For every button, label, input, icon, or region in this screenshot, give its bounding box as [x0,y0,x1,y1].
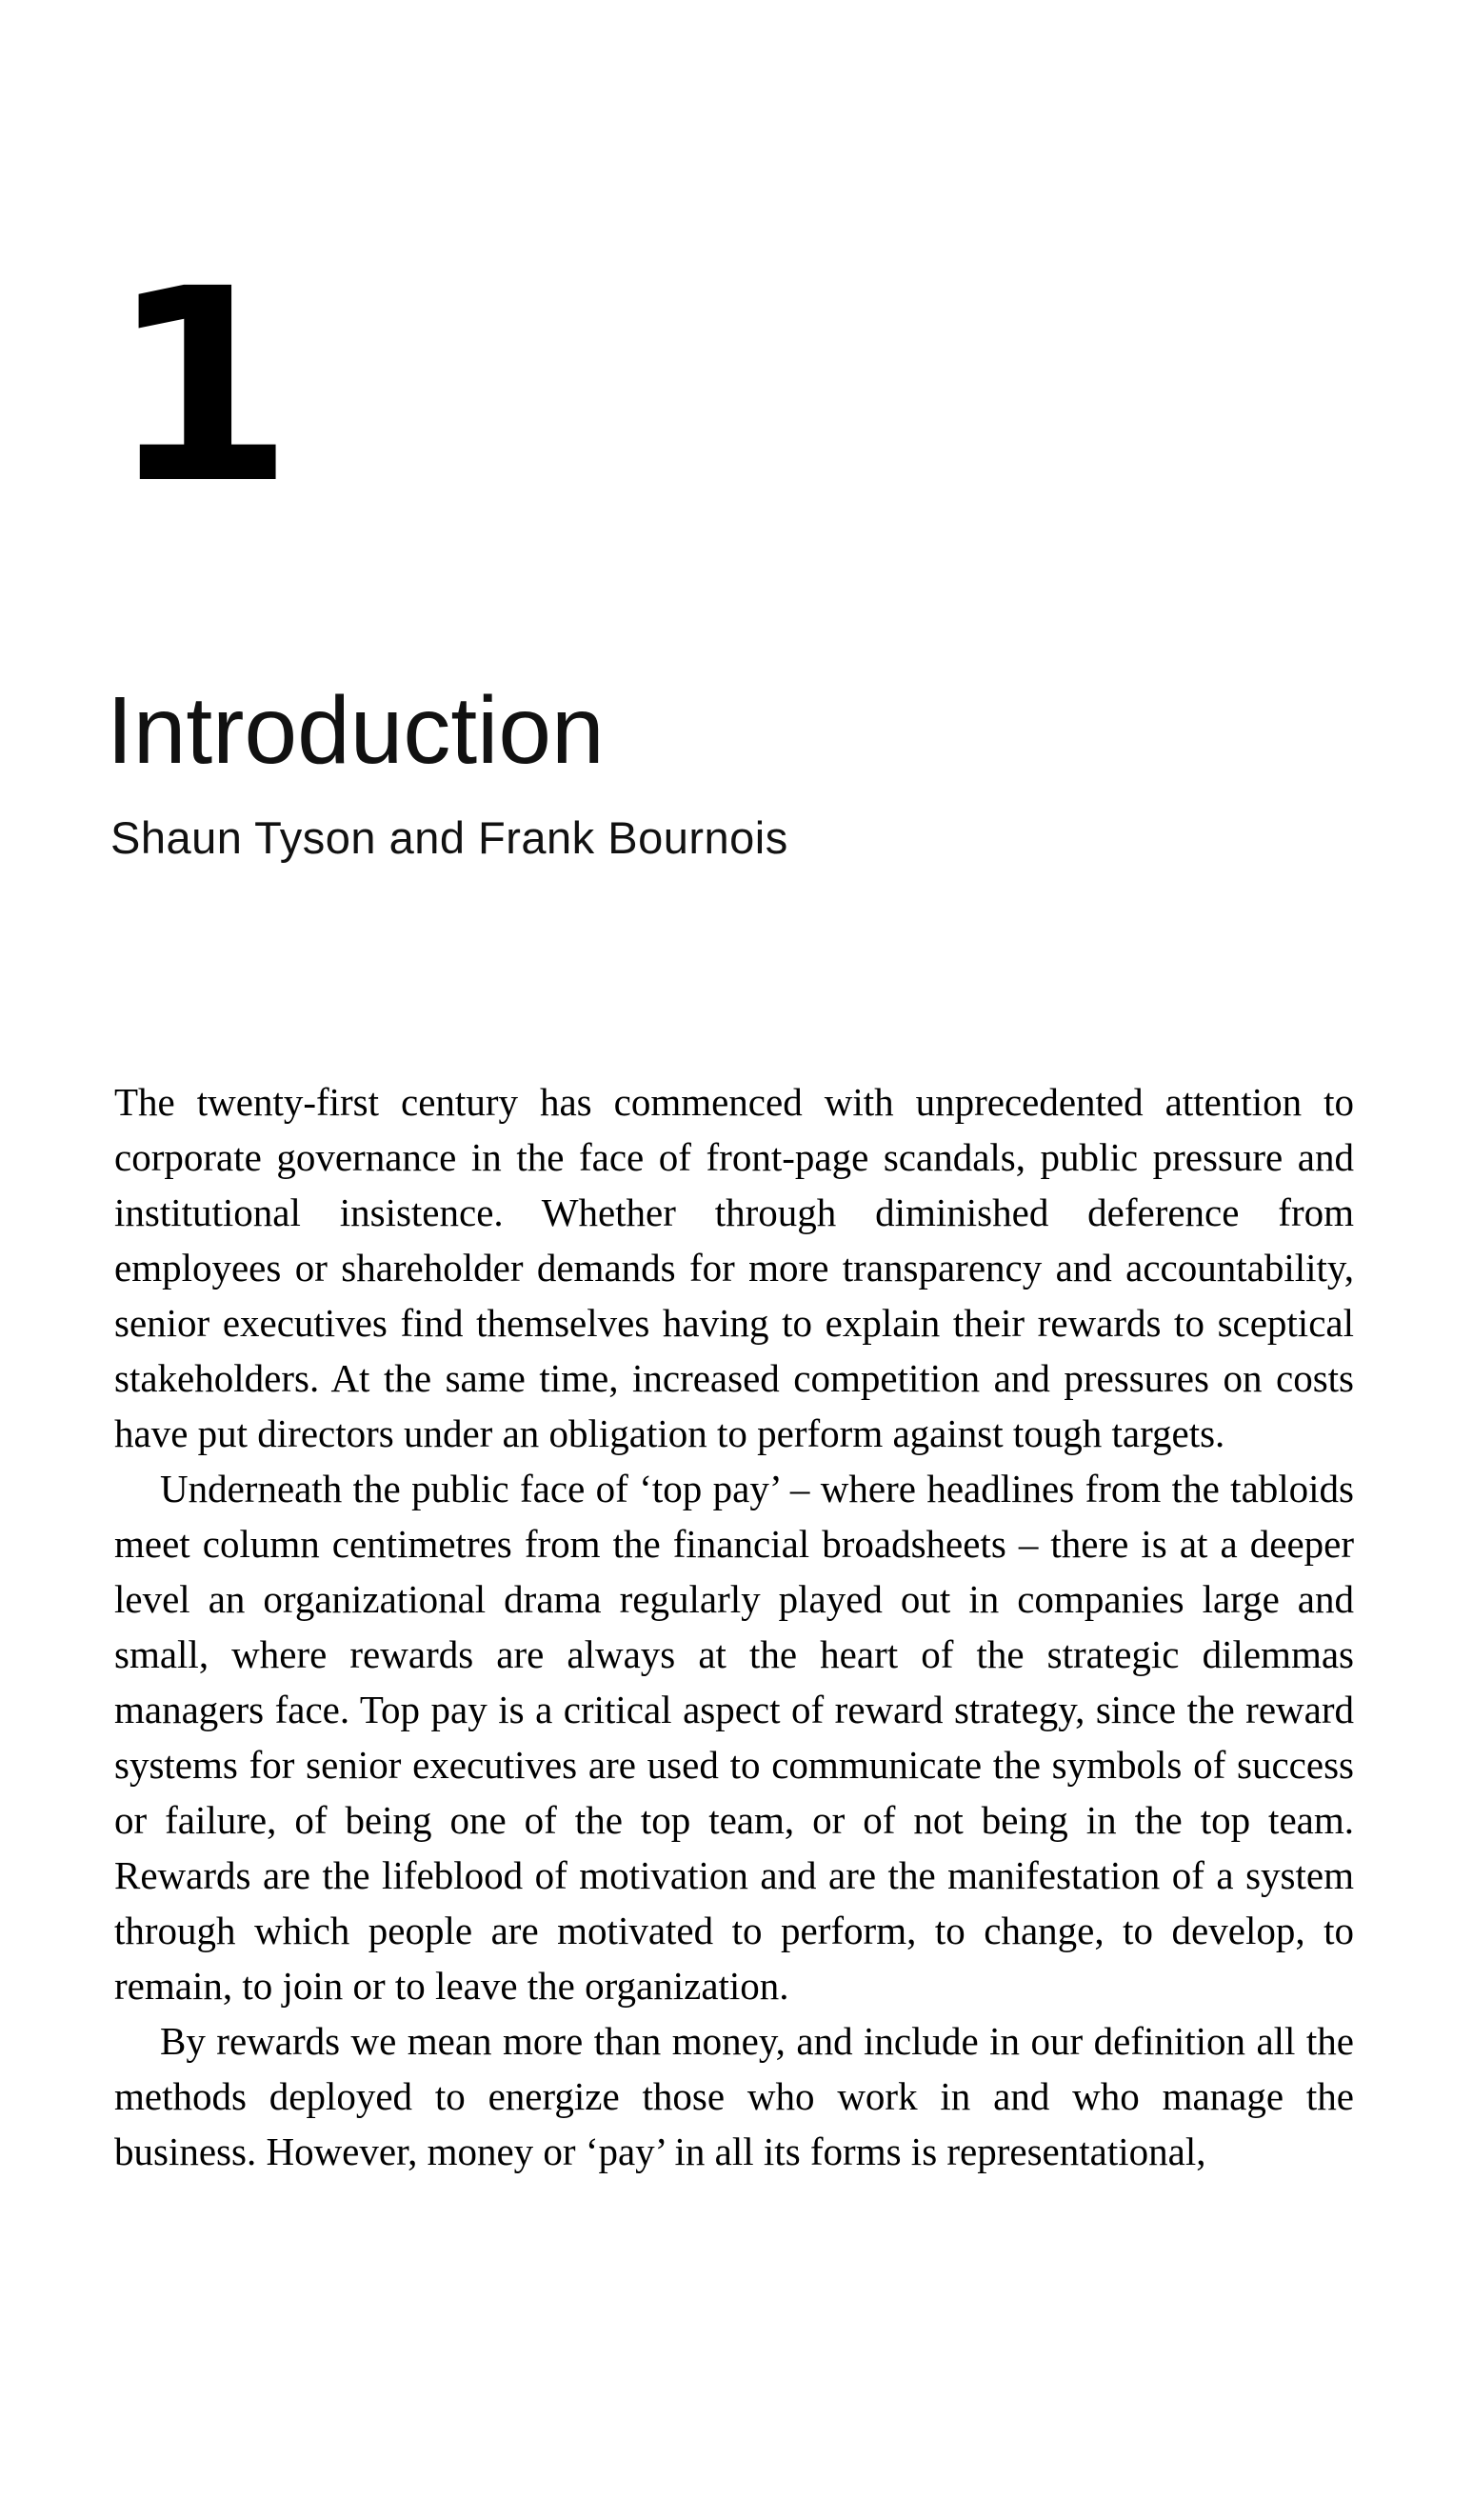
body-text [114,1074,1354,2179]
chapter-authors: Shaun Tyson and Frank Bournois [110,812,788,863]
body-paragraph: By rewards we mean more than money, and include in our definition all the methods deployed to energize those who work in and who manage the business. However, money or ‘pay’ in all its forms is representational, [114,2019,1354,2173]
chapter-title: Introduction [107,677,605,784]
body-paragraph: The twenty-first century has commenced with unprecedented attention to corporate governance in the face of front-page scandals, public pressure and institutional insistence. Whether through diminished deference from employees or shareholder demands for more transparency and accountability, senior executives find themselves having to explain their rewards to sceptical stakeholders. At the same time, increased competition and pressures on costs have put directors under an obligation to perform against tough targets. [114,1080,1354,1455]
body-paragraph: Underneath the public face of ‘top pay’ – where headlines from the tabloids meet column centimetres from the financial broadsheets – there is at a deeper level an organizational drama regularly played out in companies large and small, where rewards are always at the heart of the strategic dilemmas managers face. Top pay is a critical aspect of reward strategy, since the reward systems for senior executives are used to communicate the symbols of success or failure, of being one of the top team, or of not being in the top team. Rewards are the lifeblood of motivation and are the manifestation of a system through which people are motivated to perform, to change, to develop, to remain, to join or to leave the organization. [114,1467,1354,2008]
chapter-number: 1 [109,232,294,543]
